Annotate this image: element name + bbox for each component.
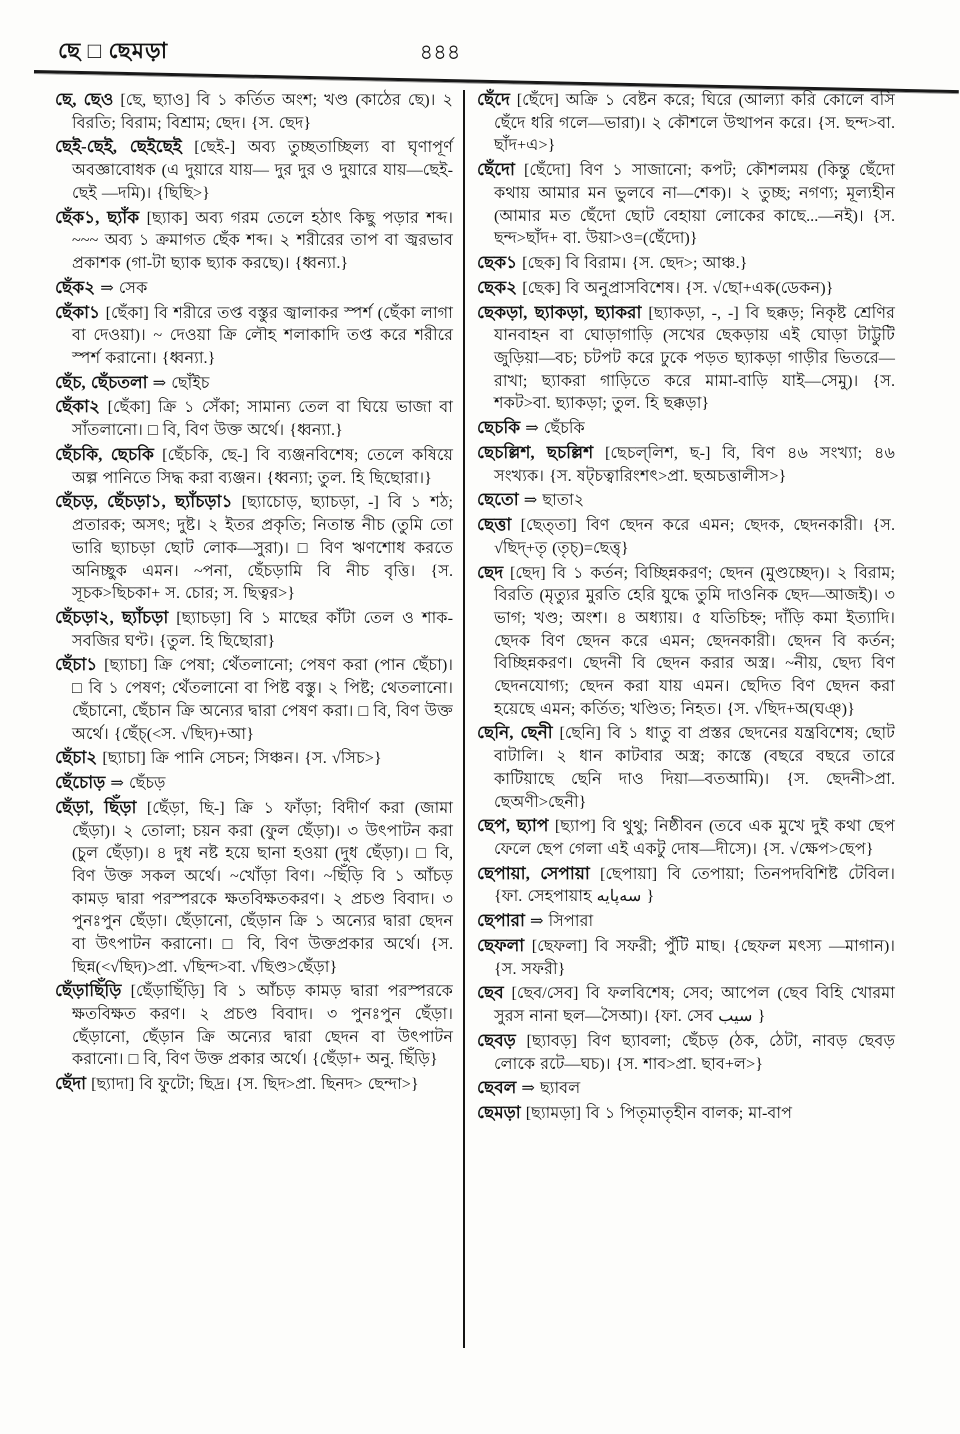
entry-body: [ছেব/সেব] বি ফলবিশেষ; সেব; আপেল (ছেব বিহি খোরমা সুরস নানা ছল—সৈআ)। {ফা. সেব سيب }: [494, 984, 895, 1026]
headword: ছেক১: [477, 252, 518, 272]
dictionary-entry: [477, 561, 895, 721]
dictionary-entry: [55, 771, 453, 795]
entry-body: [ছেপায়া] বি তেপায়া; তিনপদবিশিষ্ট টেবিল। {ফা. সেহপায়াহ سه‌پایه }: [494, 864, 896, 906]
headword: ছেত্তা: [477, 515, 512, 535]
entry-body: [ছ্যাচোড়, ছ্যাচড়া, -] বি ১ শঠ; প্রতারক; অসৎ; দুষ্ট। ২ ইতর প্রকৃতি; নিতান্ত নীচ (তুমি তো ভারি ছ্যাচড়া ছোট লোক—সুরা)। □ বিণ ঋণশোধ করতে অনিচ্ছুক এমন। ~পনা, ছেঁচড়ামি বি নীচ বৃত্তি। {স. সূচক>ছিচকা+ স. চোর; স. ছিত্বর>}: [72, 493, 453, 603]
dictionary-entry: [477, 1029, 895, 1075]
dictionary-entry: [55, 443, 453, 489]
dictionary-entry: [477, 416, 895, 440]
headword: ছেমড়া: [477, 1103, 521, 1123]
entry-body: [ছেঁড়াছিঁড়ি] বি ১ আঁচড় কামড় দ্বারা পরস্পরকে ক্ষতবিক্ষত করণ। ২ প্রচণ্ড বিবাদ। ৩ পুনঃপুন ছেঁড়া। ছেঁড়ানো, ছেঁড়ান ক্রি অন্যের দ্বারা ছেদন বা উৎপাটন করানো। □ বি, বিণ উক্ত প্রকার অর্থে। {ছেঁড়া+ অনু. ছিঁড়ি}: [72, 982, 453, 1069]
headword: ছেঁকা১: [55, 302, 101, 322]
dictionary-entry: [477, 441, 895, 487]
entry-body: ⇒ ছোঁইচ: [152, 373, 210, 392]
headword: ছেচল্লিশ, ছচল্লিশ: [477, 442, 594, 462]
entry-body: [ছ্যামড়া] বি ১ পিতৃমাতৃহীন বালক; মা-বাপ: [525, 1104, 793, 1123]
dictionary-entry: [55, 206, 453, 275]
dictionary-entry: [55, 1072, 453, 1096]
entry-body: ⇒ সিপারা: [530, 912, 594, 931]
dictionary-entry: [477, 158, 895, 250]
entry-body: [ছেনি] বি ১ ধাতু বা প্রস্তর ছেদনের যন্ত্রবিশেষ; ছোট বাটালি। ২ ধান কাটবার অস্ত্র; কাস্তে (বছরে বছরে তারে কাটিয়াছে ছেনি দাও দিয়া—বতআমি)। {স. ছেদনী>প্রা. ছেঅণী>ছেনী}: [494, 724, 896, 811]
dictionary-entry: [477, 721, 895, 813]
entry-body: [ছে, ছ্যাও] বি ১ কর্তিত অংশ; খণ্ড (কাঠের ছে)। ২ বিরতি; বিরাম; বিশ্রাম; ছেদ। {স. ছেদ}: [72, 91, 453, 132]
entry-body: ⇒ ছেঁচড়: [110, 773, 166, 792]
dictionary-entry: [477, 488, 895, 512]
dictionary-entry: [55, 371, 453, 395]
headword: ছেঁড়া, ছিঁড়া: [55, 797, 137, 817]
headword: ছেই-ছেই, ছেইছেই: [55, 137, 182, 157]
dictionary-entry: [477, 1076, 895, 1100]
headword: ছেতো: [477, 490, 519, 510]
dictionary-entry: [55, 88, 453, 134]
entry-body: [ছেঁদে] অক্রি ১ বেষ্টন করে; ঘিরে (আল্যা করি কোলে বসি ছেঁদে ধরি গলে—ভারা)। ২ কৌশলে উত্থাপন করে। {স. ছন্দ>বা. ছাঁদ+এ>}: [494, 91, 896, 155]
headword: ছেব: [477, 983, 504, 1003]
headword: ছেঁচড়, ছেঁচড়া১, ছ্যাঁচড়া১: [55, 492, 233, 512]
dictionary-entry: [55, 135, 453, 204]
dictionary-entry: [477, 934, 895, 980]
headword: ছেপারা: [477, 911, 525, 931]
entry-body: [ছ্যাচা] ক্রি পানি সেচন; সিঞ্চন। {স. √সিচ>}: [102, 749, 382, 768]
entry-body: [ছ্যাদা] বি ফুটো; ছিদ্র। {স. ছিদ>প্রা. ছিনদ> ছেন্দা>}: [91, 1075, 419, 1094]
headword: ছেক২: [477, 277, 518, 297]
entry-body: [ছেই-] অব্য তুচ্ছতাচ্ছিল্য বা ঘৃণাপূর্ণ অবজ্ঞাবোধক (এ দুয়ারে যায়— দুর দুর ও দুয়ারে যায়—ছেই-ছেই —দমি)। {ছিছি>}: [72, 138, 453, 202]
dictionary-entry: [477, 1101, 895, 1125]
dictionary-entry: [55, 796, 453, 979]
entry-body: [ছেদ] বি ১ কর্তন; বিচ্ছিন্নকরণ; ছেদন (মুণ্ডচ্ছেদ)। ২ বিরাম; বিরতি (মৃত্যুর মুরতি হেরি যুদ্ধে তুমি দাওনিক ছেদ—আজই)। ৩ ভাগ; খণ্ড; অংশ। ৪ অধ্যায়। ৫ যতিচিহ্ন; দাঁড়ি কমা ইত্যাদি। ছেদক বিণ ছেদন করে এমন; ছেদনকারী। ছেদন বি কর্তন; বিচ্ছিন্নকরণ। ছেদনী বি ছেদন করার অস্ত্র। ~নীয়, ছেদ্য বিণ ছেদনযোগ্য; ছেদন করা যায় এমন। ছেদিত বিণ ছেদন করা হয়েছে এমন; কর্তিত; খণ্ডিত; নিহত। {স. √ছিদ+অ(ঘঞ্)}: [494, 563, 896, 718]
entry-body: [ছেক] বি বিরাম। {স. ছেদ>; আঞ্চ.}: [522, 253, 748, 272]
headword: ছেঁদো: [477, 160, 515, 180]
headword: ছেঁড়াছিঁড়ি: [55, 981, 122, 1001]
entry-body: [ছেচল্‌লিশ, ছ-] বি, বিণ ৪৬ সংখ্যা; ৪৬ সংখ্যক। {স. ষট্‌চত্বারিংশৎ>প্রা. ছঅচত্তালীস>}: [494, 443, 895, 485]
page-number: ৪৪৪: [419, 40, 461, 64]
entry-body: ⇒ সেক: [100, 278, 148, 297]
headword: ছেঁদা: [55, 1074, 87, 1094]
dictionary-entry: [477, 301, 895, 415]
entry-body: ⇒ ছ্যাবল: [521, 1079, 581, 1098]
headword: ছেবল: [477, 1078, 517, 1098]
dictionary-entry: [477, 513, 895, 559]
dictionary-entry: [55, 395, 453, 441]
dictionary-entry: [55, 746, 453, 770]
headword: ছেচকি: [477, 418, 521, 438]
dictionary-entry: [477, 276, 895, 300]
entry-body: [ছেক] বি অনুপ্রাসবিশেষ। {স. √ছো+এক(ডেকন)}: [522, 278, 834, 297]
headword: ছেনি, ছেনী: [477, 723, 553, 743]
headword: ছেপায়া, সেপায়া: [477, 863, 590, 883]
entry-body: [ছেফলা] বি সফরী; পুঁটি মাছ। {ছেফল মৎস্য —মাগান)। {স. সফরী}: [494, 936, 896, 978]
headword: ছেঁচোড়: [55, 772, 106, 792]
dictionary-entry: [477, 88, 895, 157]
guide-words: ছে □ ছেমড়া: [58, 38, 169, 63]
entry-body: [ছেঁকা] বি শরীরে তপ্ত বস্তুর জ্বালাকর স্পর্শ (ছেঁকা লাগা বা দেওয়া)। ~ দেওয়া ক্রি লৌহ শলাকাদি তপ্ত করে শরীরে স্পর্শ করানো। {ধ্বন্যা.}: [72, 303, 453, 368]
headword: ছেঁদে: [477, 90, 510, 109]
headword: ছেকড়া, ছ্যাকড়া, ছ্যাকরা: [477, 302, 642, 322]
dictionary-entry: [55, 979, 453, 1071]
dictionary-entry: [55, 606, 453, 652]
headword: ছেঁচা২: [55, 748, 98, 768]
headword: ছেঁচা১: [55, 655, 98, 675]
dictionary-entry: [55, 653, 453, 745]
right-column: [465, 88, 895, 1348]
entry-body: [ছ্যাকড়া, -, -] বি ছক্কড়; নিকৃষ্ট শ্রেণির যানবাহন বা ঘোড়াগাড়ি (সখের ছেকড়ায় এই ঘোড়া টাট্টুটি জুড়িয়া—বচ; চটপট করে ঢুকে পড়ত ছ্যাকড়া গাড়ীর ভিতরে—রাখা; ছ্যাকরা গাড়িতে করে মামা-বাড়ি যাই—সেমু)। {স. শকট>বা. ছ্যাকড়া; তুল. হি ছক্কড়া}: [494, 303, 896, 413]
headword: ছেবড়: [477, 1030, 516, 1050]
dictionary-entry: [477, 814, 895, 860]
headword: ছেপ, ছ্যাপ: [477, 816, 549, 836]
left-column: [55, 88, 463, 1348]
dictionary-entry: [55, 490, 453, 604]
entry-body: ⇒ ছাতা২: [523, 491, 585, 510]
dictionary-entry: [477, 862, 895, 908]
entry-body: ⇒ ছেঁচকি: [525, 419, 585, 438]
entry-body: [ছ্যাবড়] বিণ ছ্যাবলা; ছেঁচড় (ঠক, ঠেটা, নাবড় ছেবড় লোকে রটে—ঘচ)। {স. শাব>প্রা. ছাব+ল>}: [494, 1031, 896, 1073]
page-header: [0, 30, 960, 70]
dictionary-entry: [477, 909, 895, 933]
headword: ছেঁচ, ছেঁচতলা: [55, 372, 148, 392]
headword: ছেদ: [477, 562, 504, 582]
dictionary-entry: [477, 981, 895, 1027]
entry-body: [ছ্যাক] অব্য গরম তেলে হঠাৎ কিছু পড়ার শব্দ। ~~~ অব্য ১ ক্রমাগত ছেঁক শব্দ। ২ শরীরের তাপ বা জ্বরভাব প্রকাশক (গা-টা ছ্যাক ছ্যাক করছে)। {ধ্বন্যা.}: [72, 208, 454, 273]
entry-body: [ছেঁচকি, ছে-] বি ব্যঞ্জনবিশেষ; তেলে কষিয়ে অল্প পানিতে সিদ্ধ করা ব্যঞ্জন। {ধ্বন্যা; তুল. হি ছিছোরা।}: [72, 445, 453, 487]
headword: ছেঁকা২: [55, 397, 101, 417]
headword: ছেঁক২: [55, 277, 96, 297]
entry-body: [ছেঁকা] ক্রি ১ সেঁকা; সামান্য তেল বা ঘিয়ে ভাজা বা সাঁতলানো। □ বি, বিণ উক্ত অর্থে। {ধ্বন্যা.}: [72, 398, 453, 440]
dictionary-entry: [55, 301, 453, 370]
headword: ছেঁচকি, ছেচকি: [55, 444, 154, 464]
dictionary-entry: [55, 276, 453, 300]
dictionary-entry: [477, 251, 895, 275]
entry-body: [ছেঁড়া, ছি-] ক্রি ১ ফাঁড়া; বিদীর্ণ করা (জামা ছেঁড়া)। ২ তোলা; চয়ন করা (ফুল ছেঁড়া)। ৩ উৎপাটন করা (চুল ছেঁড়া)। ৪ দুধ নষ্ট হয়ে ছানা হওয়া (দুধ ছেঁড়া)। □ বি, বিণ উক্ত সকল অর্থে। ~খোঁড়া বিণ। ~ছিঁড়ি বি ১ আঁচড় কামড় দ্বারা পরস্পরকে ক্ষতবিক্ষতকরণ। ২ প্রচণ্ড বিবাদ। ৩ পুনঃপুন ছেঁড়া। ছেঁড়ানো, ছেঁড়ান ক্রি ১ অন্যের দ্বারা ছেদন বা উৎপাটন করানো। □ বি, বিণ উক্তপ্রকার অর্থে। {স. ছিন্ন(<√ছিদ)>প্রা. √ছিন্দ>বা. √ছিণ্ড>ছেঁড়া}: [72, 798, 453, 976]
headword: ছে, ছেও: [55, 90, 114, 109]
dictionary-columns: [55, 88, 915, 1348]
headword: ছেফলা: [477, 935, 525, 955]
entry-body: [ছ্যাচড়া] বি ১ মাছের কাঁটা তেল ও শাক-সবজির ঘণ্ট। {তুল. হি ছিছোরা}: [72, 608, 453, 650]
headword: ছেঁচড়া২, ছ্যাঁচড়া: [55, 607, 169, 627]
entry-body: [ছেঁদো] বিণ ১ সাজানো; কপট; কৌশলময় (কিন্তু ছেঁদো কথায় আমার মন ভুলবে না—শেক)। ২ তুচ্ছ; নগণ্য; মূল্যহীন (আমার মত ছেঁদো ছোট বেহায়া লোকের কাছে...—নই)। {স. ছন্দ>ছাঁদ+ বা. উয়া>ও=(ছেঁদো)}: [494, 161, 895, 248]
entry-body: [ছ্যাচা] ক্রি পেষা; থেঁতলানো; পেষণ করা (পান ছেঁচা)। □ বি ১ পেষণ; থেঁতলানো বা পিষ্ট বস্তু। ২ পিষ্ট; থেতলানো। ছেঁচানো, ছেঁচান ক্রি অন্যের দ্বারা পেষণ করা। □ বি, বিণ উক্ত অর্থে। {ছেঁচ্(<স. √ছিদ)+আ}: [72, 656, 453, 743]
headword: ছেঁক১, ছ্যাঁক: [55, 207, 140, 227]
entry-body: [ছেত্‌তা] বিণ ছেদন করে এমন; ছেদক, ছেদনকারী। {স. √ছিদ্‌+তৃ (তৃচ্)=ছেত্তৃ}: [494, 516, 895, 557]
entry-body: [ছ্যাপ] বি থুথু; নিষ্ঠীবন (তবে এক মুখে দুই কথা ছেপ ফেলে ছেপ গেলা এই একটু দোষ—দীসে)। {স. √ক্ষেপ>ছেপ}: [494, 817, 895, 858]
